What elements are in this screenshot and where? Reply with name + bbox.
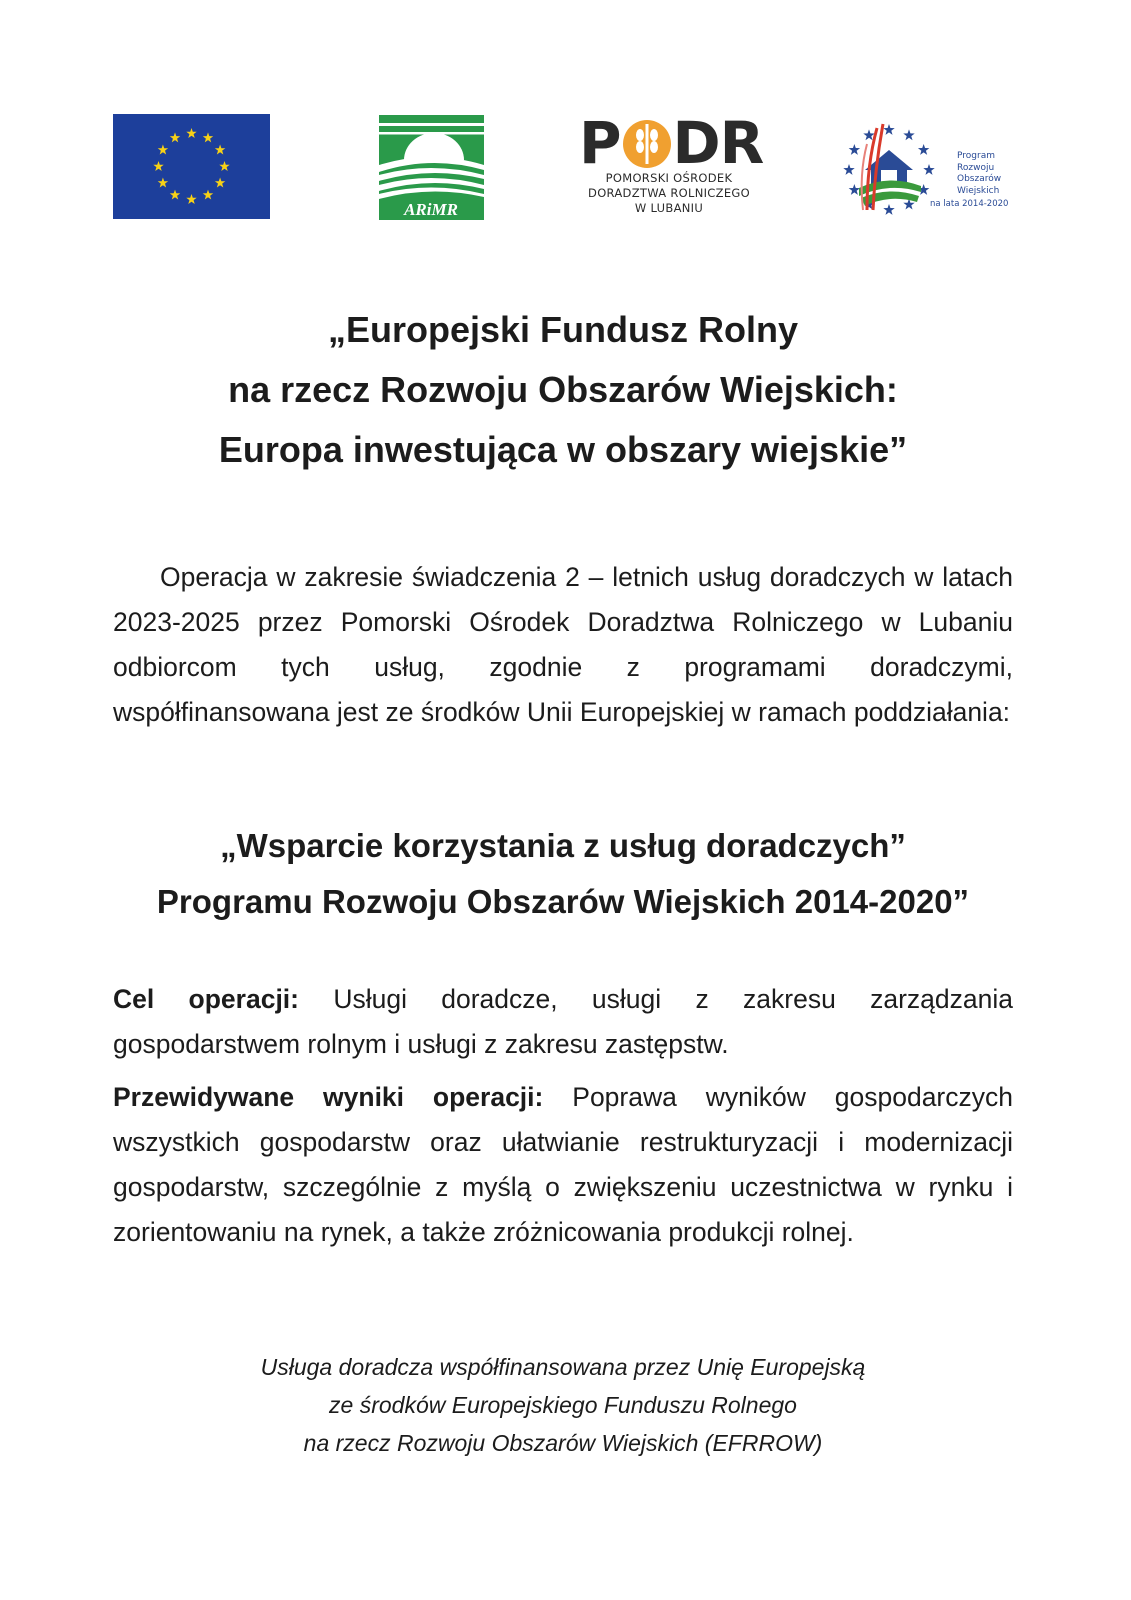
podr-letter-p: P [579,109,621,177]
podr-logo-icon [579,109,764,223]
prow-star-icon [843,164,854,175]
podr-wheat-icon [622,119,672,169]
expected-results-text: Poprawa wyników gospodarczych wszystkich gospodarstw oraz ułatwianie restrukturyzacji i modernizacji gospodarstw, szczególnie z myślą o zwiększeniu uczestnictwa w rynku i zorientowaniu na rynek, a także zróżnicowania produkcji rolnej. [113,1082,1013,1247]
operation-goal-label: Cel operacji: [113,984,299,1014]
prow-line-3: Obszarów [957,174,1002,184]
arimr-logo-icon [379,115,484,220]
eu-flag-icon [113,114,270,219]
podr-sub-line-3: W LUBANIU [634,201,704,215]
prow-star-icon [918,144,929,155]
podr-letters [579,109,764,177]
footer-line-3: na rzecz Rozwoju Obszarów Wiejskich (EFRROW) [303,1430,823,1456]
expected-results-label: Przewidywane wyniki operacji: [113,1082,544,1112]
prow-line-1: Program [957,151,995,161]
page-title [113,300,1013,480]
cofinancing-note [113,1348,1013,1462]
prow-logo-icon [837,114,1007,219]
measure-title-line-1: „Wsparcie korzystania z usług doradczych” [220,827,906,864]
expected-results-paragraph [113,1075,1013,1255]
prow-years: na lata 2014-2020 [930,199,1009,209]
prow-line-2: Rozwoju [957,162,995,173]
measure-title-line-2: Programu Rozwoju Obszarów Wiejskich 2014-2020” [156,883,970,920]
footer-line-2: ze środków Europejskiego Funduszu Rolnego [329,1392,797,1418]
prow-line-4: Wiejskich [957,185,1000,196]
prow-text [957,151,1001,197]
podr-sub-line-1: POMORSKI OŚRODEK [605,171,733,185]
prow-star-icon [923,164,934,175]
prow-star-icon [849,144,860,155]
prow-star-icon [849,184,860,195]
title-line-3: Europa inwestująca w obszary wiejskie” [218,429,908,470]
operation-goal-text: Usługi doradcze, usługi z zakresu zarządzania gospodarstwem rolnym i usługi z zakresu zastępstw. [113,984,1013,1059]
operation-goal-paragraph [113,977,1013,1067]
podr-letters-dr: DR [672,109,764,177]
prow-star-icon [883,204,894,215]
intro-paragraph: Operacja w zakresie świadczenia 2 – letnich usług doradczych w latach 2023-2025 przez Pomorski Ośrodek Doradztwa Rolniczego w Lubaniu odbiorcom tych usług, zgodnie z programami doradczymi, współfinansowana jest ze środków Unii Europejskiej w ramach poddziałania: [113,562,1013,727]
podr-sub-line-2: DORADZTWA ROLNICZEGO [588,186,750,200]
prow-star-icon [883,124,894,135]
arimr-logo-text: ARiMR [404,200,458,219]
footer-line-1: Usługa doradcza współfinansowana przez Unię Europejską [260,1354,866,1380]
podr-subtitle [579,171,759,216]
title-line-2: na rzecz Rozwoju Obszarów Wiejskich: [228,369,898,410]
prow-star-icon [903,129,914,140]
title-line-1: „Europejski Fundusz Rolny [327,309,799,350]
measure-title [113,818,1013,930]
